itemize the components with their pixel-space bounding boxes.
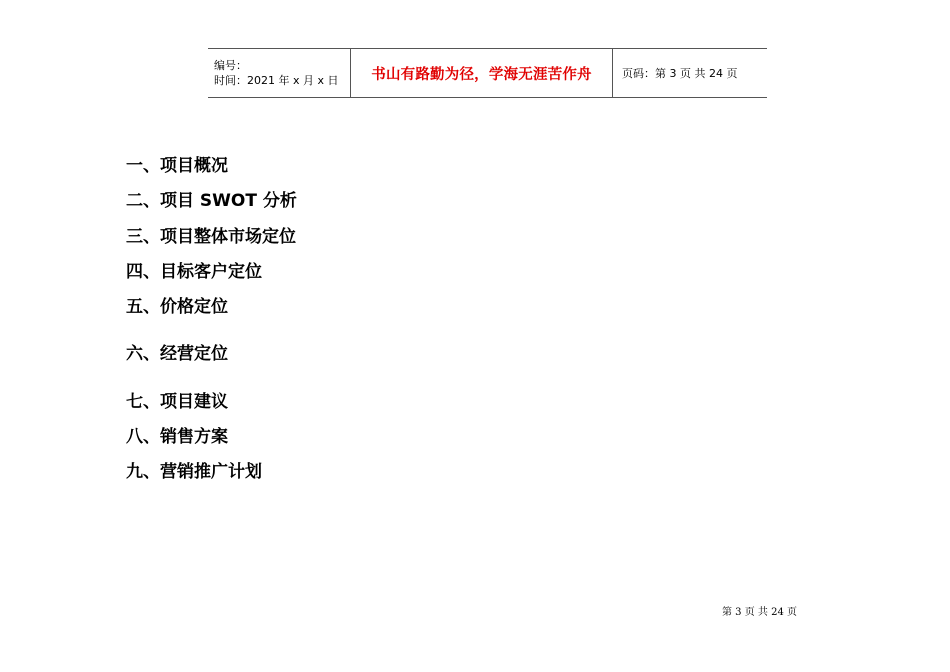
header-table (208, 48, 767, 98)
document-number-label: 编号： (214, 59, 247, 72)
page-footer: 第 3 页 共 24 页 (722, 607, 797, 618)
header-page-info: 页码：第 3 页 共 24 页 (622, 67, 738, 80)
header-motto: 书山有路勤为径，学海无涯苦作舟 (371, 66, 592, 83)
toc-item: 九、营销推广计划 (126, 462, 262, 482)
toc-item: 二、项目 SWOT 分析 (126, 191, 297, 211)
header-page-cell (613, 49, 767, 97)
toc-item: 一、项目概况 (126, 156, 228, 176)
toc-item: 七、项目建议 (126, 392, 228, 412)
document-time-label: 时间：2021 年 x 月 x 日 (214, 74, 339, 87)
toc-item: 五、价格定位 (126, 297, 228, 317)
toc-item: 四、目标客户定位 (126, 262, 262, 282)
toc-item: 六、经营定位 (126, 344, 228, 364)
header-meta-cell (208, 49, 351, 97)
toc-item: 三、项目整体市场定位 (126, 227, 296, 247)
header-motto-cell (351, 49, 613, 97)
toc-item: 八、销售方案 (126, 427, 228, 447)
